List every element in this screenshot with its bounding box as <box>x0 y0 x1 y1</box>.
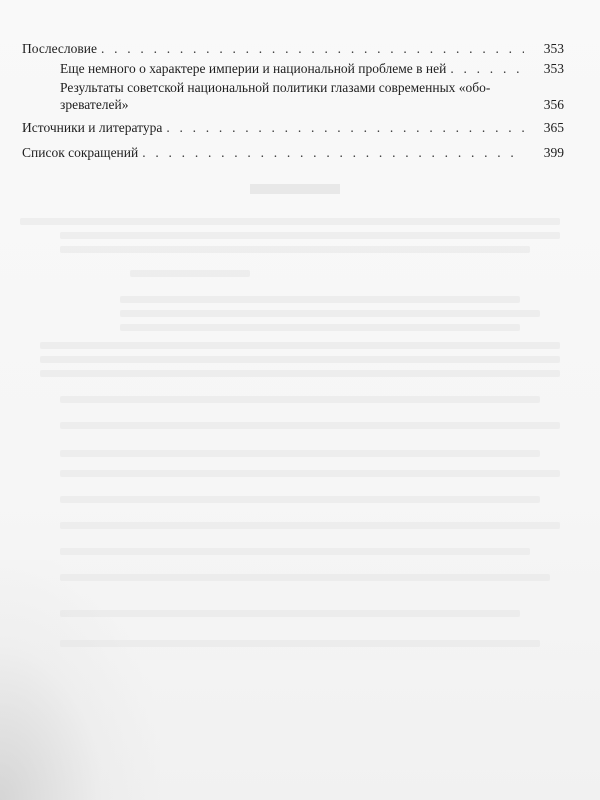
toc-entry-empire-character[interactable] <box>22 60 564 77</box>
toc-entry-afterword[interactable] <box>22 40 564 57</box>
toc-entry-label: Еще немного о характере империи и национальной проблеме в ней <box>60 61 447 76</box>
toc-entry-label: Послесловие <box>22 41 97 56</box>
toc-entry-label-line1: Результаты советской национальной политики глазами современных «обо- <box>60 80 491 95</box>
toc-entry-abbreviations[interactable] <box>22 144 564 161</box>
table-of-contents <box>22 40 564 161</box>
leader-dots <box>166 119 524 136</box>
toc-entry-label: Источники и литература <box>22 120 163 135</box>
leader-dots <box>101 40 524 57</box>
toc-entry-soviet-policy-results[interactable] <box>22 79 564 113</box>
toc-entry-label-line2: зревателей» <box>60 97 129 112</box>
toc-entry-label: Список сокращений <box>22 145 139 160</box>
toc-page-number: 356 <box>543 97 564 112</box>
page-edge-shadow <box>0 560 160 800</box>
leader-dots <box>142 144 524 161</box>
toc-entry-sources[interactable] <box>22 119 564 136</box>
toc-page-number: 353 <box>543 61 564 76</box>
leader-dots <box>450 60 524 77</box>
toc-page-number: 353 <box>543 41 564 56</box>
reverse-page-bleedthrough <box>0 170 600 690</box>
toc-page-number: 399 <box>543 145 564 160</box>
toc-page-number: 365 <box>543 120 564 135</box>
